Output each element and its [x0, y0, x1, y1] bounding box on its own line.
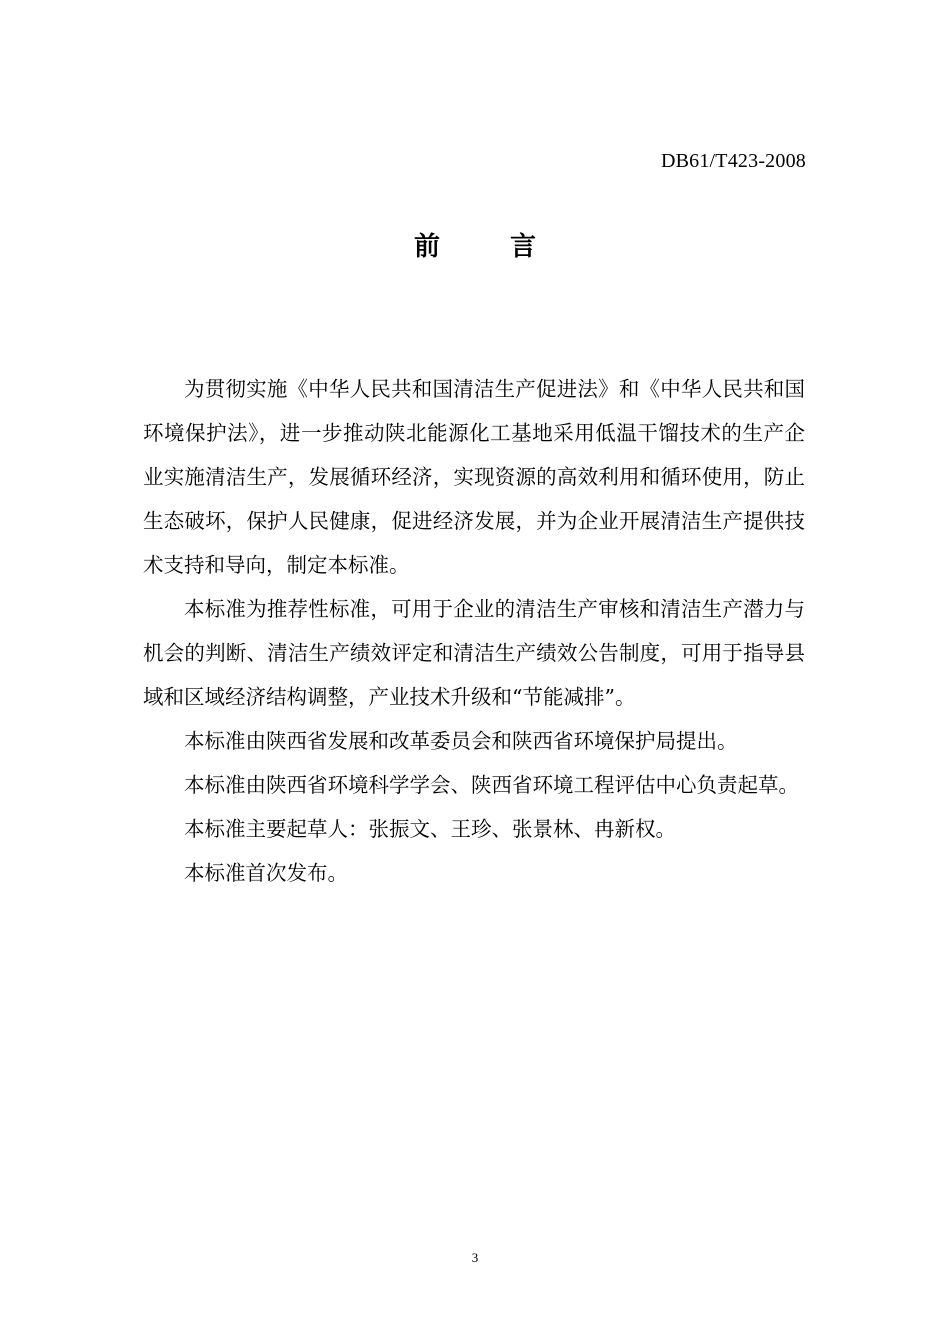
paragraph-purpose: 为贯彻实施《中华人民共和国清洁生产促进法》和《中华人民共和国环境保护法》，进一步推动陕北能源化工基地采用低温干馏技术的生产企业实施清洁生产，发展循环经济，实现资源的高效利用和循环使用，防止生态破坏，保护人民健康，促进经济发展，并为企业开展清洁生产提供技术支持和导向，制定本标准。	[143, 377, 805, 577]
paragraph-drafters: 本标准主要起草人：张振文、王珍、张景林、冉新权。	[184, 817, 676, 841]
paragraph-scope: 本标准为推荐性标准，可用于企业的清洁生产审核和清洁生产潜力与机会的判断、清洁生产绩效评定和清洁生产绩效公告制度，可用于指导县域和区域经济结构调整，产业技术升级和“节能减排”。	[143, 597, 805, 709]
paragraph-proposer: 本标准由陕西省发展和改革委员会和陕西省环境保护局提出。	[184, 729, 738, 753]
foreword-body	[143, 367, 805, 895]
paragraph-drafting-org: 本标准由陕西省环境科学学会、陕西省环境工程评估中心负责起草。	[184, 773, 799, 797]
standard-code: DB61/T423-2008	[660, 150, 806, 172]
paragraph-first-release: 本标准首次发布。	[184, 861, 348, 885]
page-number: 3	[471, 1250, 479, 1265]
page-title: 前言	[413, 232, 606, 262]
